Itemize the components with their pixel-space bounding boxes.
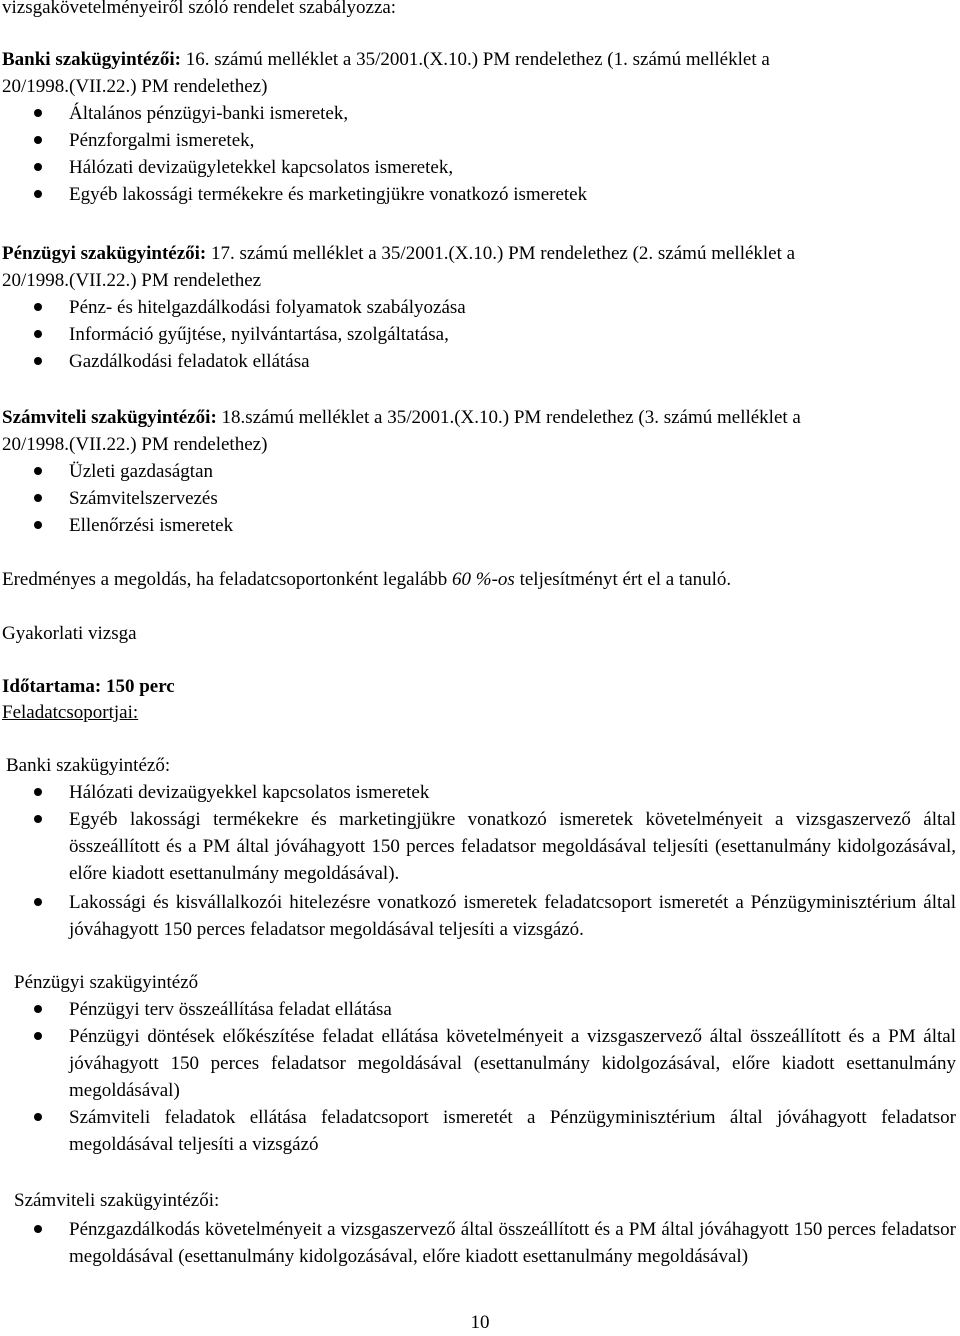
tasks-label: Feladatcsoportjai: [2,702,139,723]
szamviteli-text-line2: 20/1998.(VII.22.) PM rendelethez) [2,434,268,455]
intro-line: vizsgakövetelményeiről szóló rendelet szabályozza: [2,0,397,18]
list-item: Egyéb lakossági termékekre és marketingjükre vonatkozó ismeretek követelményeit a vizsgaszervező által összeállított és a PM által jóváhagyott 150 perces feladatsor megoldásával teljesíti (esettanulmány kidolgozásával, előre kiadott esettanulmány megoldásával). [2,806,956,887]
practical-szamviteli-heading: Számviteli szakügyintézői: [14,1190,220,1211]
list-item: Pénzgazdálkodás követelményeit a vizsgaszervező által összeállított és a PM által jóváhagyott 150 perces feladatsor megoldásával (esettanulmány kidolgozásával, előre kiadott esettanulmány megoldásával) [2,1216,956,1270]
list-item: Pénz- és hitelgazdálkodási folyamatok szabályozása [2,294,956,321]
penzugyi-list [2,294,956,375]
list-item: Egyéb lakossági termékekre és marketingjükre vonatkozó ismeretek [2,181,956,208]
szamviteli-text-line1: 18.számú melléklet a 35/2001.(X.10.) PM rendelethez (3. számú melléklet a [216,407,801,428]
list-item: Gazdálkodási feladatok ellátása [2,348,956,375]
banki-heading-line [2,46,956,73]
list-item: Pénzforgalmi ismeretek, [2,127,956,154]
result-after: teljesítményt ért el a tanuló. [514,569,732,590]
list-item: Általános pénzügyi-banki ismeretek, [2,100,956,127]
page-number: 10 [470,1312,490,1333]
penzugyi-text-line1: 17. számú melléklet a 35/2001.(X.10.) PM rendelethez (2. számú melléklet a [206,243,796,264]
section-banki [2,46,956,208]
list-item: Lakossági és kisvállalkozói hitelezésre vonatkozó ismeretek feladatcsoport ismeretét a Pénzügyminisztérium által jóváhagyott 150 perces feladatsor megoldásával teljesíti a vizsgázó. [2,889,956,943]
practical-penzugyi-heading: Pénzügyi szakügyintéző [14,972,199,993]
practical-heading: Gyakorlati vizsga [2,623,137,644]
practical-szamviteli-list [2,1216,956,1270]
practical-penzugyi-list [2,996,956,1158]
practical-banki-heading: Banki szakügyintéző: [6,755,171,776]
banki-text-line2: 20/1998.(VII.22.) PM rendelethez) [2,76,268,97]
list-item: Számvitelszervezés [2,485,956,512]
section-szamviteli [2,404,956,539]
list-item: Üzleti gazdaságtan [2,458,956,485]
practical-duration: Időtartama: 150 perc [2,676,175,697]
list-item: Hálózati devizaügyletekkel kapcsolatos ismeretek, [2,154,956,181]
banki-list [2,100,956,208]
banki-label: Banki szakügyintézői: [2,49,181,70]
result-emphasis: 60 %-os [452,569,515,590]
penzugyi-text-line2: 20/1998.(VII.22.) PM rendelethez [2,270,262,291]
section-penzugyi [2,240,956,375]
result-sentence [2,566,956,593]
szamviteli-label: Számviteli szakügyintézői: [2,407,217,428]
tasks-label-line [2,699,956,726]
szamviteli-list [2,458,956,539]
practical-banki-list [2,779,956,943]
szamviteli-heading-line [2,404,956,431]
penzugyi-label: Pénzügyi szakügyintézői: [2,243,207,264]
list-item: Hálózati devizaügyekkel kapcsolatos ismeretek [2,779,956,806]
list-item: Pénzügyi terv összeállítása feladat ellátása [2,996,956,1023]
list-item: Számviteli feladatok ellátása feladatcsoport ismeretét a Pénzügyminisztérium által jóváhagyott feladatsor megoldásával teljesíti a vizsgázó [2,1104,956,1158]
practical-banki [6,752,956,779]
list-item: Ellenőrzési ismeretek [2,512,956,539]
penzugyi-heading-line [2,240,956,267]
list-item: Pénzügyi döntések előkészítése feladat ellátása követelményeit a vizsgaszervező által összeállított és a PM által jóváhagyott 150 perces feladatsor megoldásával (esettanulmány kidolgozásával, előre kiadott esettanulmány megoldásával) [2,1023,956,1104]
list-item: Információ gyűjtése, nyilvántartása, szolgáltatása, [2,321,956,348]
result-before: Eredményes a megoldás, ha feladatcsoportonként legalább [2,569,453,590]
banki-text-line1: 16. számú melléklet a 35/2001.(X.10.) PM rendelethez (1. számú melléklet a [180,49,770,70]
